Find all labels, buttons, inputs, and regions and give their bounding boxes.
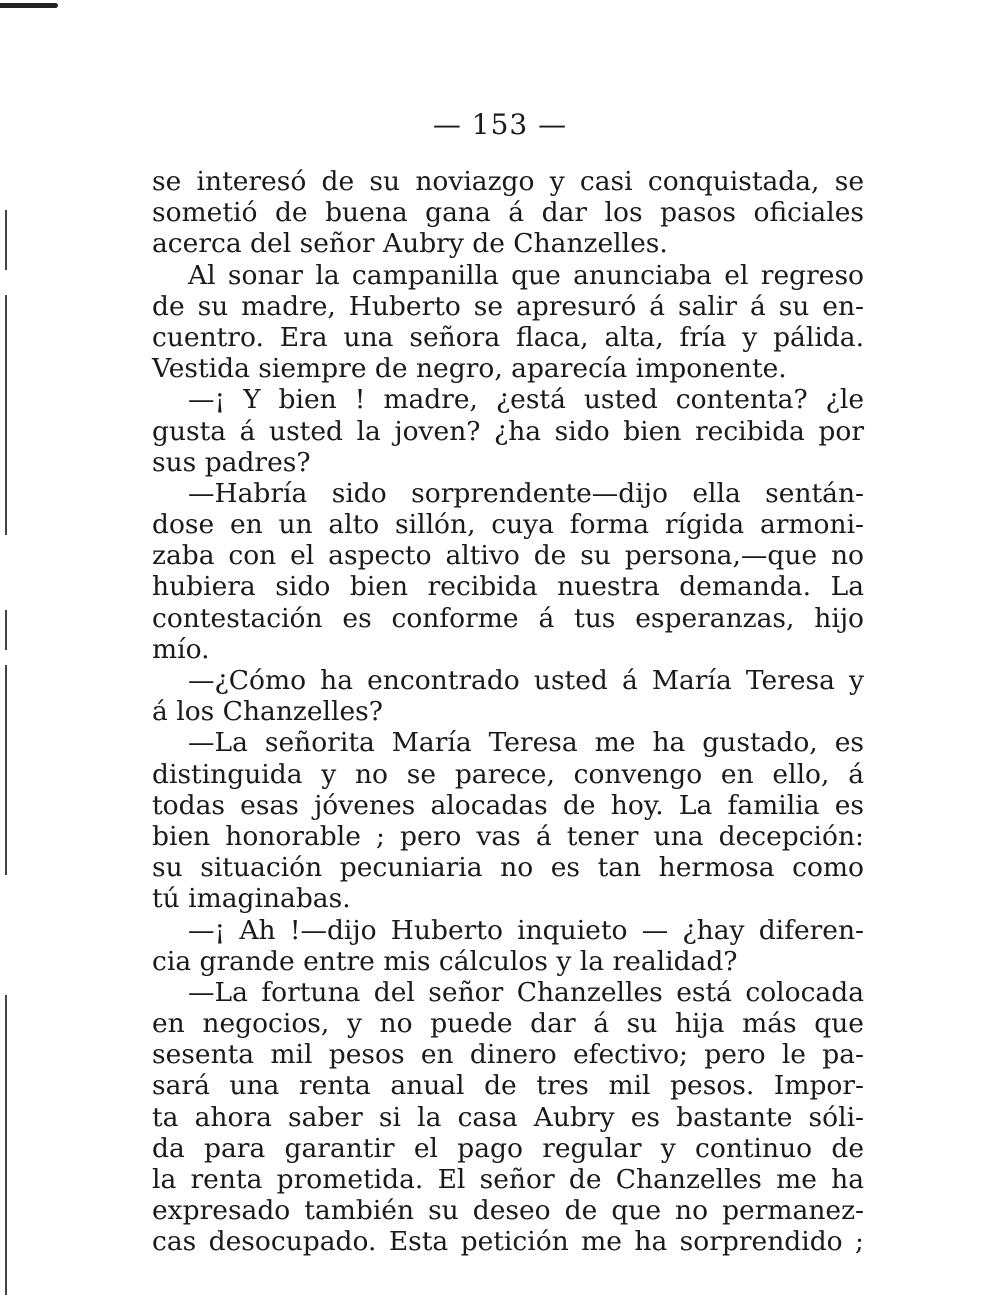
text-line: cia grande entre mis cálculos y la realidad? bbox=[152, 945, 738, 977]
text-line: se interesó de su noviazgo y casi conquistada, se bbox=[152, 166, 864, 197]
text-line: Vestida siempre de negro, aparecía imponente. bbox=[152, 353, 787, 385]
text-line: distinguida y no se parece, convengo en ello, á bbox=[152, 758, 864, 790]
text-line: acerca del señor Aubry de Chanzelles. bbox=[152, 228, 668, 260]
text-line: mío. bbox=[152, 633, 210, 665]
text-line: todas esas jóvenes alocadas de hoy. La familia es bbox=[152, 789, 864, 821]
text-line: hubiera sido bien recibida nuestra demanda. La bbox=[152, 571, 864, 603]
text-line: gusta á usted la joven? ¿ha sido bien recibida por bbox=[152, 415, 864, 447]
text-line: —¿Cómo ha encontrado usted á María Teresa y bbox=[188, 665, 864, 696]
text-line: Al sonar la campanilla que anunciaba el regreso bbox=[188, 259, 864, 291]
text-line: dose en un alto sillón, cuya forma rígida armoni- bbox=[152, 509, 864, 541]
text-line: bien honorable ; pero vas á tener una decepción: bbox=[152, 820, 864, 852]
text-line: la renta prometida. El señor de Chanzelles me ha bbox=[152, 1164, 864, 1195]
text-line: tú imaginabas. bbox=[152, 883, 351, 915]
text-line: de su madre, Huberto se apresuró á salir á su en- bbox=[152, 290, 864, 322]
text-line: —¡ Ah !—dijo Huberto inquieto — ¿hay diferen- bbox=[188, 914, 864, 946]
text-line: —¡ Y bien ! madre, ¿está usted contenta? ¿le bbox=[188, 384, 864, 416]
text-line: á los Chanzelles? bbox=[152, 696, 383, 728]
text-line: en negocios, y no puede dar á su hija más que bbox=[152, 1008, 864, 1040]
binding-gutter bbox=[0, 120, 14, 1300]
text-line: sesenta mil pesos en dinero efectivo; pero le pa- bbox=[152, 1039, 864, 1071]
text-line: sometió de buena gana á dar los pasos oficiales bbox=[152, 197, 864, 229]
page-number: — 153 — bbox=[432, 108, 568, 141]
text-line: —La señorita María Teresa me ha gustado, es bbox=[188, 727, 864, 759]
text-line: da para garantir el pago regular y continuo de bbox=[152, 1132, 864, 1164]
text-line: zaba con el aspecto altivo de su persona,—que no bbox=[152, 540, 864, 572]
text-line: su situación pecuniaria no es tan hermosa como bbox=[152, 852, 864, 884]
text-line: cas desocupado. Esta petición me ha sorprendido ; bbox=[152, 1226, 864, 1258]
scan-edge-mark bbox=[0, 3, 58, 8]
text-line: sus padres? bbox=[152, 446, 311, 478]
body-text bbox=[152, 166, 864, 1258]
text-line: contestación es conforme á tus esperanzas, hijo bbox=[152, 602, 864, 634]
text-line: —La fortuna del señor Chanzelles está colocada bbox=[188, 976, 864, 1008]
text-line: cuentro. Era una señora flaca, alta, fría y pálida. bbox=[152, 321, 864, 353]
text-line: expresado también su deseo de que no permanez- bbox=[152, 1195, 864, 1227]
text-line: ta ahora saber si la casa Aubry es bastante sóli- bbox=[152, 1101, 864, 1133]
text-line: —Habría sido sorprendente—dijo ella sentán- bbox=[188, 477, 864, 509]
text-line: sará una renta anual de tres mil pesos. Impor- bbox=[152, 1070, 864, 1102]
